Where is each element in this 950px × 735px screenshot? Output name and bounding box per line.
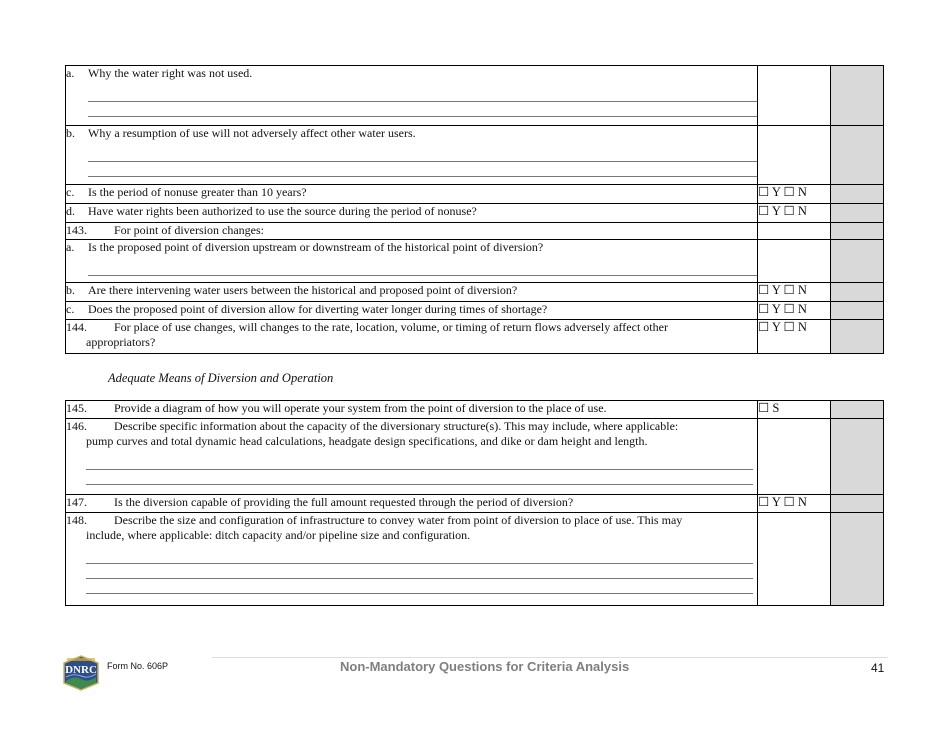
shaded-cell [831,223,884,240]
shaded-cell [831,66,884,126]
question-143a: a. Is the proposed point of diversion upstream or downstream of the historical point of diversion? [66,240,758,283]
form-number: Form No. 606P [107,661,169,671]
yes-no-checkbox[interactable]: ☐ Y ☐ N [758,185,831,204]
question-145: 145. Provide a diagram of how you will operate your system from the point of diversion to the place of use. [66,401,758,419]
table-row [66,223,884,240]
shaded-cell [831,240,884,283]
answer-cell [758,419,831,495]
answer-cell [758,126,831,185]
section-heading: Adequate Means of Diversion and Operation [108,371,334,385]
question-d: d. Have water rights been authorized to use the source during the period of nonuse? [66,204,758,223]
write-line[interactable] [86,470,753,485]
shaded-cell [831,302,884,320]
question-143b: b. Are there intervening water users between the historical and proposed point of diversion? [66,283,758,302]
yes-no-checkbox[interactable]: ☐ Y ☐ N [758,302,831,320]
shaded-cell [831,283,884,302]
write-line[interactable] [86,579,753,594]
answer-cell [758,223,831,240]
shaded-cell [831,204,884,223]
write-line[interactable] [88,261,757,276]
shaded-cell [831,401,884,419]
table-row [66,240,884,283]
table-row [66,66,884,126]
write-line[interactable] [88,162,757,177]
page-number: 41 [871,661,885,675]
table-row [66,401,884,419]
table-row [66,204,884,223]
yes-no-checkbox[interactable]: ☐ Y ☐ N [758,204,831,223]
table-row [66,126,884,185]
logo-text: DNRC [65,664,97,676]
yes-no-checkbox[interactable]: ☐ Y ☐ N [758,495,831,513]
write-line[interactable] [86,455,753,470]
answer-cell [758,513,831,606]
shaded-cell [831,320,884,354]
shaded-cell [831,495,884,513]
table-row [66,283,884,302]
shaded-cell [831,126,884,185]
table-row [66,419,884,495]
table-row [66,302,884,320]
table-row [66,320,884,354]
shaded-cell [831,185,884,204]
question-143: 143. For point of diversion changes: [66,223,758,240]
write-line[interactable] [86,564,753,579]
write-line[interactable] [88,102,757,117]
yes-no-checkbox[interactable]: ☐ Y ☐ N [758,320,831,354]
answer-cell [758,240,831,283]
write-line[interactable] [88,147,757,162]
question-143c: c. Does the proposed point of diversion allow for diverting water longer during times of shortage? [66,302,758,320]
submit-checkbox[interactable]: ☐ S [758,401,831,419]
question-147: 147. Is the diversion capable of providing the full amount requested through the period of diversion? [66,495,758,513]
write-line[interactable] [86,549,753,564]
question-146: 146. Describe specific information about the capacity of the diversionary structure(s). This may include, where applicable: pump curves and total dynamic head calculations, headgate design specifications, and dike or dam height and length. [66,419,758,495]
answer-cell [758,66,831,126]
yes-no-checkbox[interactable]: ☐ Y ☐ N [758,283,831,302]
footer-title: Non-Mandatory Questions for Criteria Analysis [340,659,630,674]
question-c: c. Is the period of nonuse greater than 10 years? [66,185,758,204]
shaded-cell [831,419,884,495]
shaded-cell [831,513,884,606]
footer-divider [212,657,888,658]
question-148: 148. Describe the size and configuration of infrastructure to convey water from point of diversion to place of use. This may include, where applicable: ditch capacity and/or pipeline size and configuration. [66,513,758,606]
question-a: a. Why the water right was not used. [66,66,758,126]
dnrc-logo-icon [62,655,100,691]
question-144: 144. For place of use changes, will changes to the rate, location, volume, or timing of return flows adversely affect other appropriators? [66,320,758,354]
table-row [66,185,884,204]
table-row [66,495,884,513]
criteria-table-2 [65,400,884,606]
table-row [66,513,884,606]
question-b: b. Why a resumption of use will not adversely affect other water users. [66,126,758,185]
write-line[interactable] [88,87,757,102]
criteria-table-1 [65,65,884,354]
